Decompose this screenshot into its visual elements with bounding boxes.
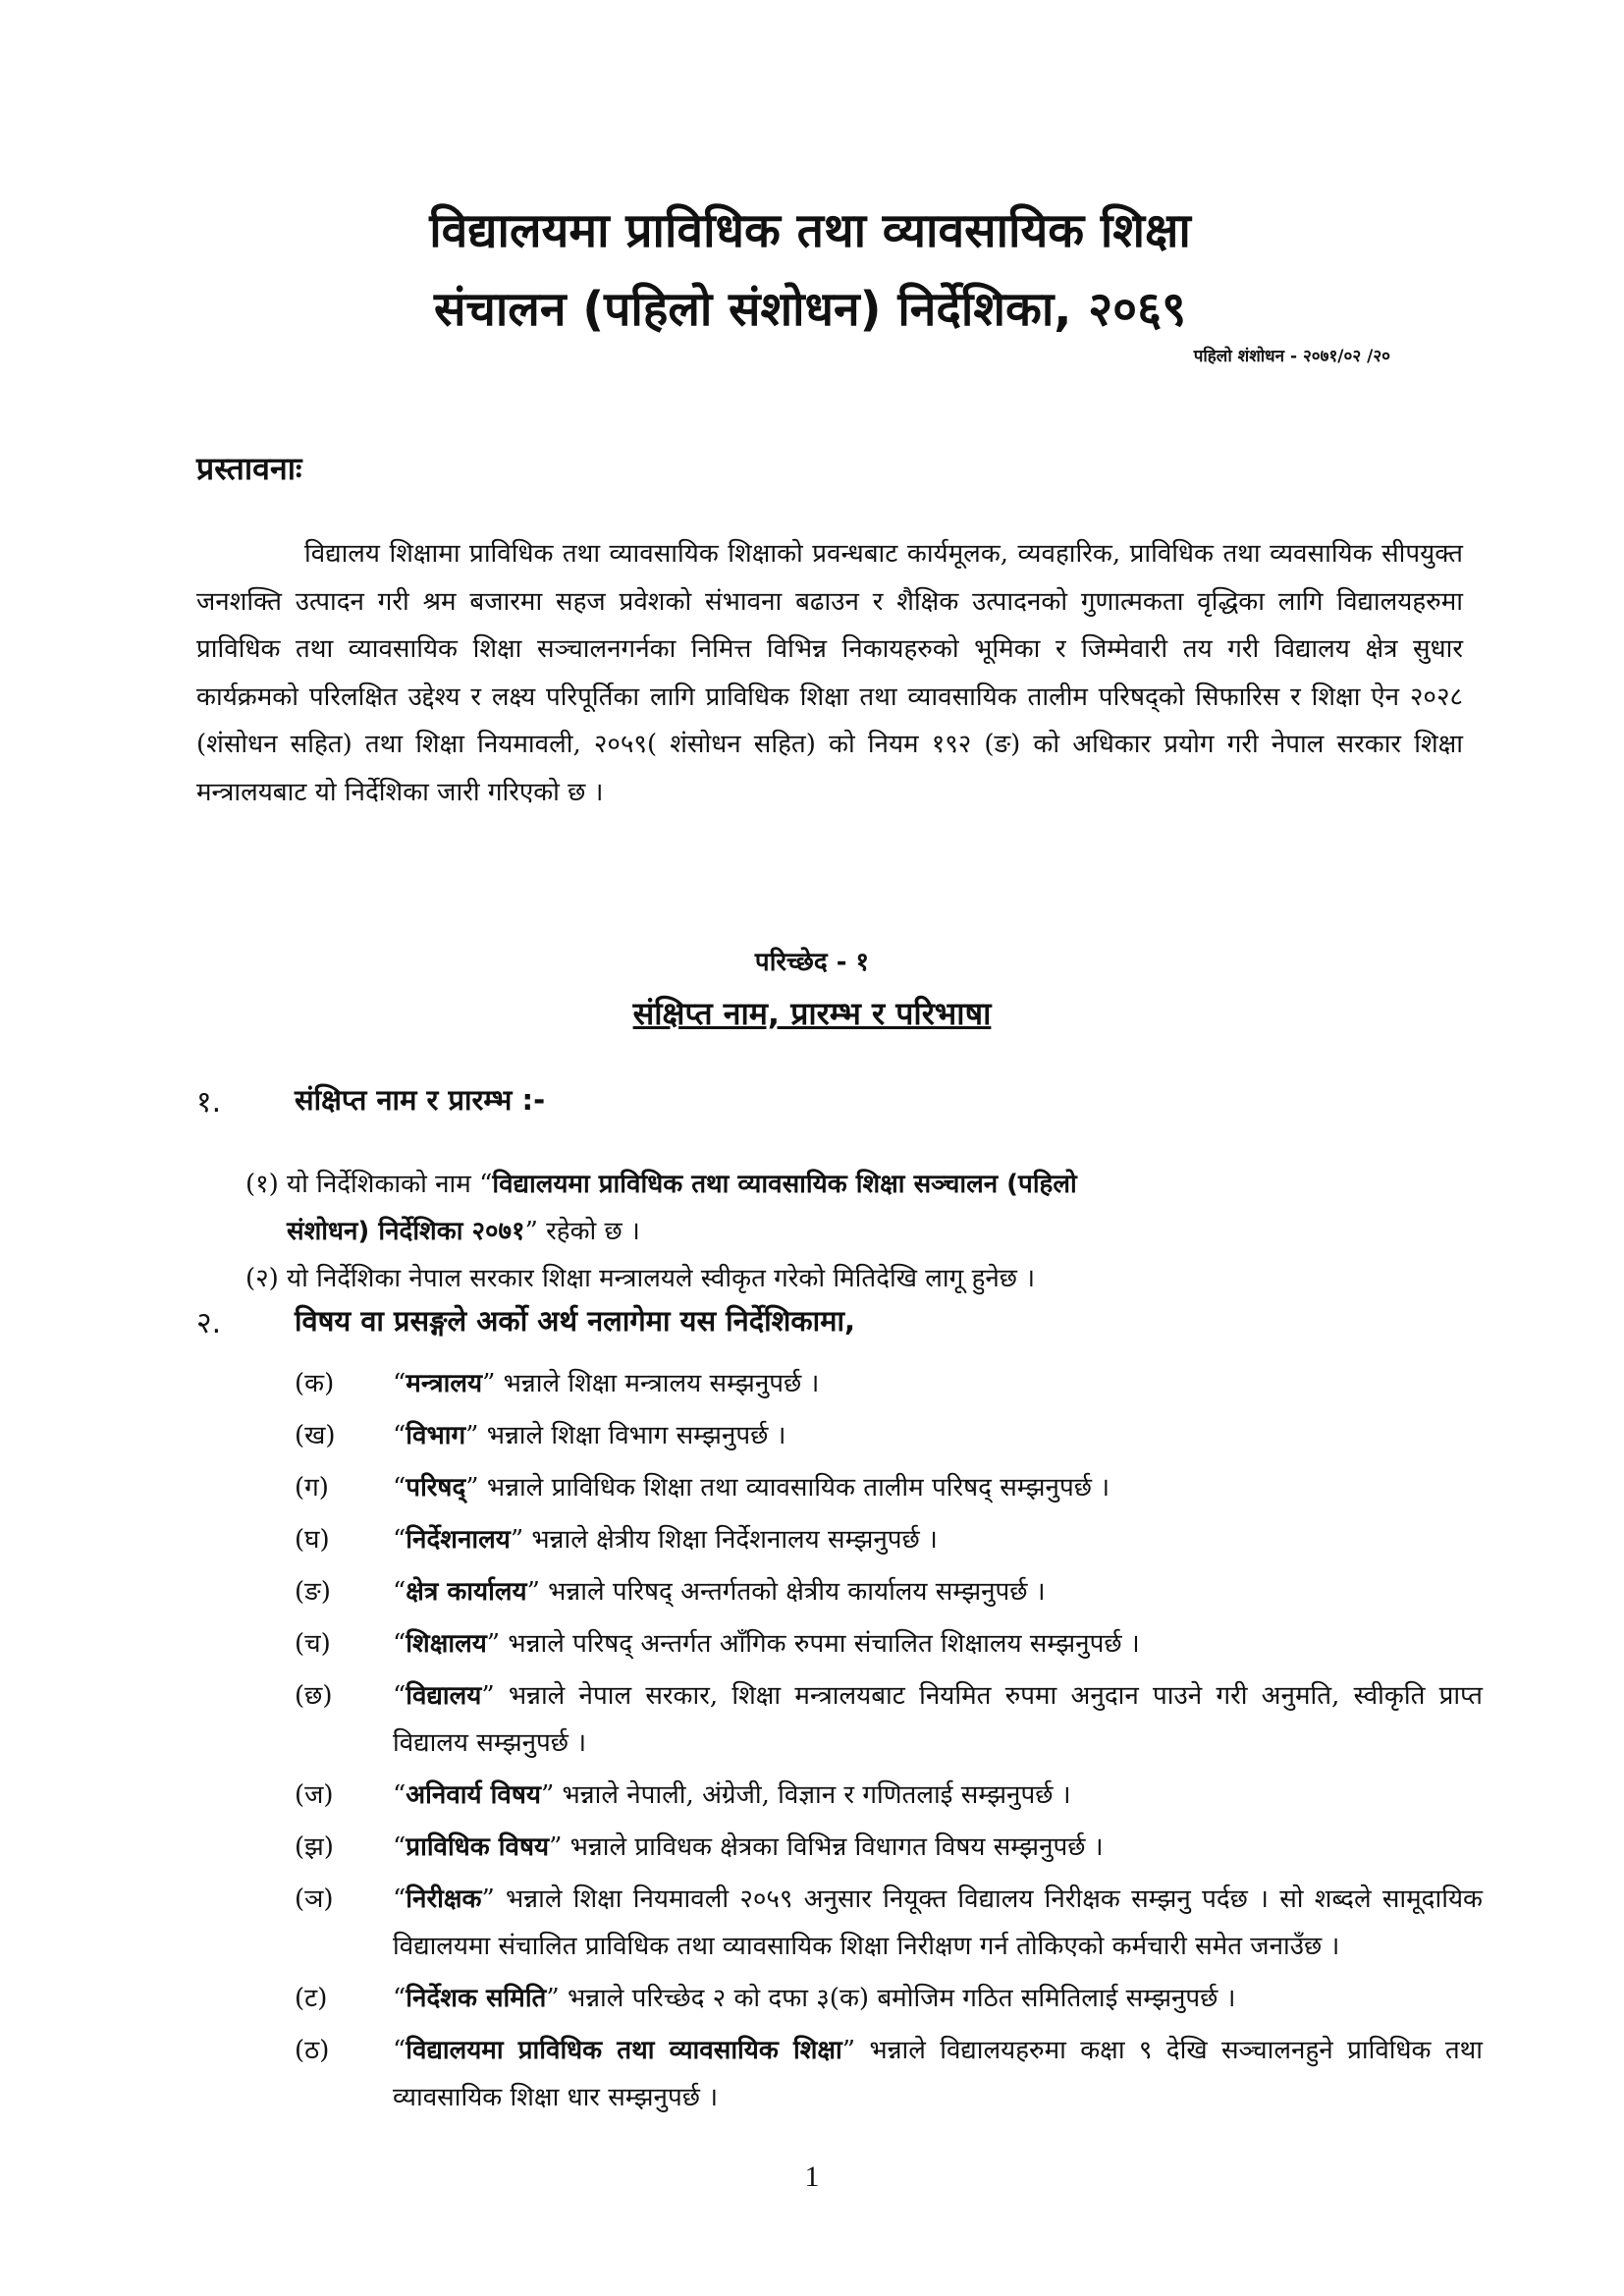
section-2-number: २. [196, 1306, 222, 1340]
definition-text: भन्नाले नेपाल सरकार, शिक्षा मन्त्रालयबाट नियमित रुपमा अनुदान पाउने गरी अनुमति, स्वीकृति प्राप्त विद्यालय सम्झनुपर्छ । [393, 1681, 1483, 1758]
preamble-text: विद्यालय शिक्षामा प्राविधिक तथा व्यावसायिक शिक्षाको प्रवन्धबाट कार्यमूलक, व्यवहारिक, प्राविधिक तथा व्यवसायिक सीपयुक्त जनशक्ति उत्पादन गरी श्रम बजारमा सहज प्रवेशको संभावना बढाउन र शैक्षिक उत्पादनको गुणात्मकता वृद्धिका लागि विद्यालयहरुमा प्राविधिक तथा व्यावसायिक शिक्षा सञ्चालनगर्नका निमित्त विभिन्न निकायहरुको भूमिका र जिम्मेवारी तय गरी विद्यालय क्षेत्र सुधार कार्यक्रमको परिलक्षित उद्देश्य र लक्ष्य परिपूर्तिका लागि प्राविधिक शिक्षा तथा व्यावसायिक तालीम परिषद्को सिफारिस र शिक्षा ऐन २०२८ (शंसोधन सहित) तथा शिक्षा नियमावली, २०५९( शंसोधन सहित) को नियम १९२ (ङ) को अधिकार प्रयोग गरी नेपाल सरकार शिक्षा मन्त्रालयबाट यो निर्देशिका जारी गरिएको छ । [196, 539, 1463, 807]
definition-item [295, 1772, 1483, 1819]
definition-item [295, 1568, 1483, 1615]
chapter-title: संक्षिप्त नाम, प्रारम्भ र परिभाषा [632, 995, 992, 1032]
definition-text: भन्नाले परिषद् अन्तर्गतको क्षेत्रीय कार्यालय सम्झनुपर्छ । [539, 1577, 1046, 1607]
clause-1-1 [245, 1161, 1473, 1255]
definition-text: भन्नाले नेपाली, अंग्रेजी, विज्ञान र गणितलाई सम्झनुपर्छ । [554, 1780, 1071, 1810]
definition-mark: (ठ) [295, 2036, 330, 2065]
chapter-number: परिच्छेद - १ [754, 948, 870, 977]
clause-mark: (२) [245, 1264, 279, 1293]
definition-text: भन्नाले परिच्छेद २ को दफा ३(क) बमोजिम गठित समितिलाई सम्झनुपर्छ । [559, 1984, 1236, 2013]
definition-mark: (क) [295, 1369, 335, 1398]
definition-item [295, 1824, 1483, 1871]
definition-body: “शिक्षालय” भन्नाले परिषद् अन्तर्गत आँगिक रुपमा संचालित शिक्षालय सम्झनुपर्छ । [393, 1629, 1140, 1659]
definition-text: भन्नाले क्षेत्रीय शिक्षा निर्देशनालय सम्झनुपर्छ । [523, 1525, 938, 1555]
definition-text: भन्नाले शिक्षा नियमावली २०५९ अनुसार नियूक्त विद्यालय निरीक्षक सम्झनु पर्दछ । सो शब्दले सामूदायिक विद्यालयमा संचालित प्राविधिक तथा व्यावसायिक शिक्षा निरीक्षण गर्न तोकिएको कर्मचारी समेत जनाउँछ । [393, 1885, 1483, 1961]
definition-mark: (च) [295, 1629, 331, 1659]
section-1-title: संक्षिप्त नाम र प्रारम्भ :- [295, 1083, 546, 1117]
definition-term: निरीक्षक [406, 1885, 482, 1914]
definition-body: “विद्यालय” भन्नाले नेपाल सरकार, शिक्षा मन्त्रालयबाट नियमित रुपमा अनुदान पाउने गरी अनुमति, स्वीकृति प्राप्त विद्यालय सम्झनुपर्छ । [393, 1681, 1483, 1758]
definition-body: “परिषद्” भन्नाले प्राविधिक शिक्षा तथा व्यावसायिक तालीम परिषद् सम्झनुपर्छ । [393, 1473, 1110, 1503]
definition-item [295, 1975, 1483, 2022]
definition-item [295, 1516, 1483, 1563]
document-title-line-1: विद्यालयमा प्राविधिक तथा व्यावसायिक शिक्षा [429, 203, 1191, 258]
document-title-line-2: संचालन (पहिलो संशोधन) निर्देशिका, २०६९ [433, 282, 1187, 337]
definition-body: “निरीक्षक” भन्नाले शिक्षा नियमावली २०५९ अनुसार नियूक्त विद्यालय निरीक्षक सम्झनु पर्दछ । सो शब्दले सामूदायिक विद्यालयमा संचालित प्राविधिक तथा व्यावसायिक शिक्षा निरीक्षण गर्न तोकिएको कर्मचारी समेत जनाउँछ । [393, 1885, 1483, 1961]
definition-mark: (ख) [295, 1421, 336, 1450]
definition-item [295, 1620, 1483, 1667]
definition-body: “क्षेत्र कार्यालय” भन्नाले परिषद् अन्तर्गतको क्षेत्रीय कार्यालय सम्झनुपर्छ । [393, 1577, 1046, 1607]
clause-mark: (१) [245, 1170, 279, 1199]
definition-item [295, 1360, 1483, 1407]
section-1-number: १. [196, 1085, 222, 1120]
clause-text: यो निर्देशिका नेपाल सरकार शिक्षा मन्त्रालयले स्वीकृत गरेको मितिदेखि लागू हुनेछ । [287, 1264, 1036, 1293]
definition-term: निर्देशक समिति [406, 1984, 547, 2013]
clause-bold-title-1: विद्यालयमा प्राविधिक तथा व्यावसायिक शिक्षा सञ्चालन (पहिलो [492, 1170, 1077, 1199]
definition-text: भन्नाले प्राविधक क्षेत्रका विभिन्न विधागत विषय सम्झनुपर्छ । [562, 1832, 1104, 1862]
amendment-note: पहिलो शंशोधन - २०७१/०२ /२० [1193, 347, 1390, 366]
definition-item [295, 1412, 1483, 1459]
definition-term: मन्त्रालय [406, 1369, 483, 1398]
definition-term: क्षेत्र कार्यालय [406, 1577, 527, 1607]
definition-text: भन्नाले शिक्षा मन्त्रालय सम्झनुपर्छ । [495, 1369, 820, 1398]
definition-term: शिक्षालय [406, 1629, 487, 1659]
clause-text-post: ” रहेको छ । [524, 1217, 640, 1246]
definition-body: “अनिवार्य विषय” भन्नाले नेपाली, अंग्रेजी, विज्ञान र गणितलाई सम्झनुपर्छ । [393, 1780, 1071, 1810]
definition-mark: (ग) [295, 1473, 329, 1503]
clause-bold-title-2: संशोधन) निर्देशिका २०७१ [287, 1217, 525, 1246]
definition-term: निर्देशनालय [406, 1525, 511, 1555]
section-2-title: विषय वा प्रसङ्गले अर्को अर्थ नलागेमा यस निर्देशिकामा, [295, 1304, 856, 1338]
definitions-list [295, 1360, 1483, 2126]
definition-term: विद्यालयमा प्राविधिक तथा व्यावसायिक शिक्षा [406, 2036, 842, 2065]
definition-text: भन्नाले विद्यालयहरुमा कक्षा ९ देखि सञ्चालनहुने प्राविधिक तथा व्यावसायिक शिक्षा धार सम्झनुपर्छ । [393, 2036, 1483, 2112]
definition-term: परिषद् [406, 1473, 466, 1503]
definition-body: “विभाग” भन्नाले शिक्षा विभाग सम्झनुपर्छ । [393, 1421, 786, 1450]
definition-text: भन्नाले शिक्षा विभाग सम्झनुपर्छ । [478, 1421, 786, 1450]
definition-mark: (झ) [295, 1832, 334, 1862]
definition-text: भन्नाले प्राविधिक शिक्षा तथा व्यावसायिक तालीम परिषद् सम्झनुपर्छ । [478, 1473, 1110, 1503]
definition-mark: (घ) [295, 1525, 330, 1555]
definition-mark: (ट) [295, 1984, 328, 2013]
definition-term: प्राविधिक विषय [406, 1832, 550, 1862]
page-number: 1 [804, 2160, 820, 2193]
definition-mark: (ञ) [295, 1885, 334, 1914]
definition-body: “प्राविधिक विषय” भन्नाले प्राविधक क्षेत्रका विभिन्न विधागत विषय सम्झनुपर्छ । [393, 1832, 1104, 1862]
definition-mark: (ङ) [295, 1577, 331, 1607]
definition-mark: (ज) [295, 1780, 334, 1810]
definition-body: “मन्त्रालय” भन्नाले शिक्षा मन्त्रालय सम्झनुपर्छ । [393, 1369, 820, 1398]
definition-body: “निर्देशनालय” भन्नाले क्षेत्रीय शिक्षा निर्देशनालय सम्झनुपर्छ । [393, 1525, 938, 1555]
definition-term: विद्यालय [406, 1681, 482, 1711]
definition-item [295, 2027, 1483, 2121]
definition-item [295, 1464, 1483, 1511]
preamble-heading: प्रस्तावनाः [196, 450, 302, 487]
definition-text: भन्नाले परिषद् अन्तर्गत आँगिक रुपमा संचालित शिक्षालय सम्झनुपर्छ । [500, 1629, 1140, 1659]
definition-mark: (छ) [295, 1681, 333, 1711]
definition-item [295, 1876, 1483, 1970]
definition-body: “विद्यालयमा प्राविधिक तथा व्यावसायिक शिक्षा” भन्नाले विद्यालयहरुमा कक्षा ९ देखि सञ्चालनहुने प्राविधिक तथा व्यावसायिक शिक्षा धार सम्झनुपर्छ । [393, 2036, 1483, 2112]
clause-text-pre: यो निर्देशिकाको नाम “ [287, 1170, 493, 1199]
clause-1-2 [245, 1255, 1473, 1302]
definition-term: अनिवार्य विषय [406, 1780, 541, 1810]
definition-body: “निर्देशक समिति” भन्नाले परिच्छेद २ को दफा ३(क) बमोजिम गठित समितिलाई सम्झनुपर्छ । [393, 1984, 1236, 2013]
definition-item [295, 1672, 1483, 1767]
definition-term: विभाग [406, 1421, 466, 1450]
